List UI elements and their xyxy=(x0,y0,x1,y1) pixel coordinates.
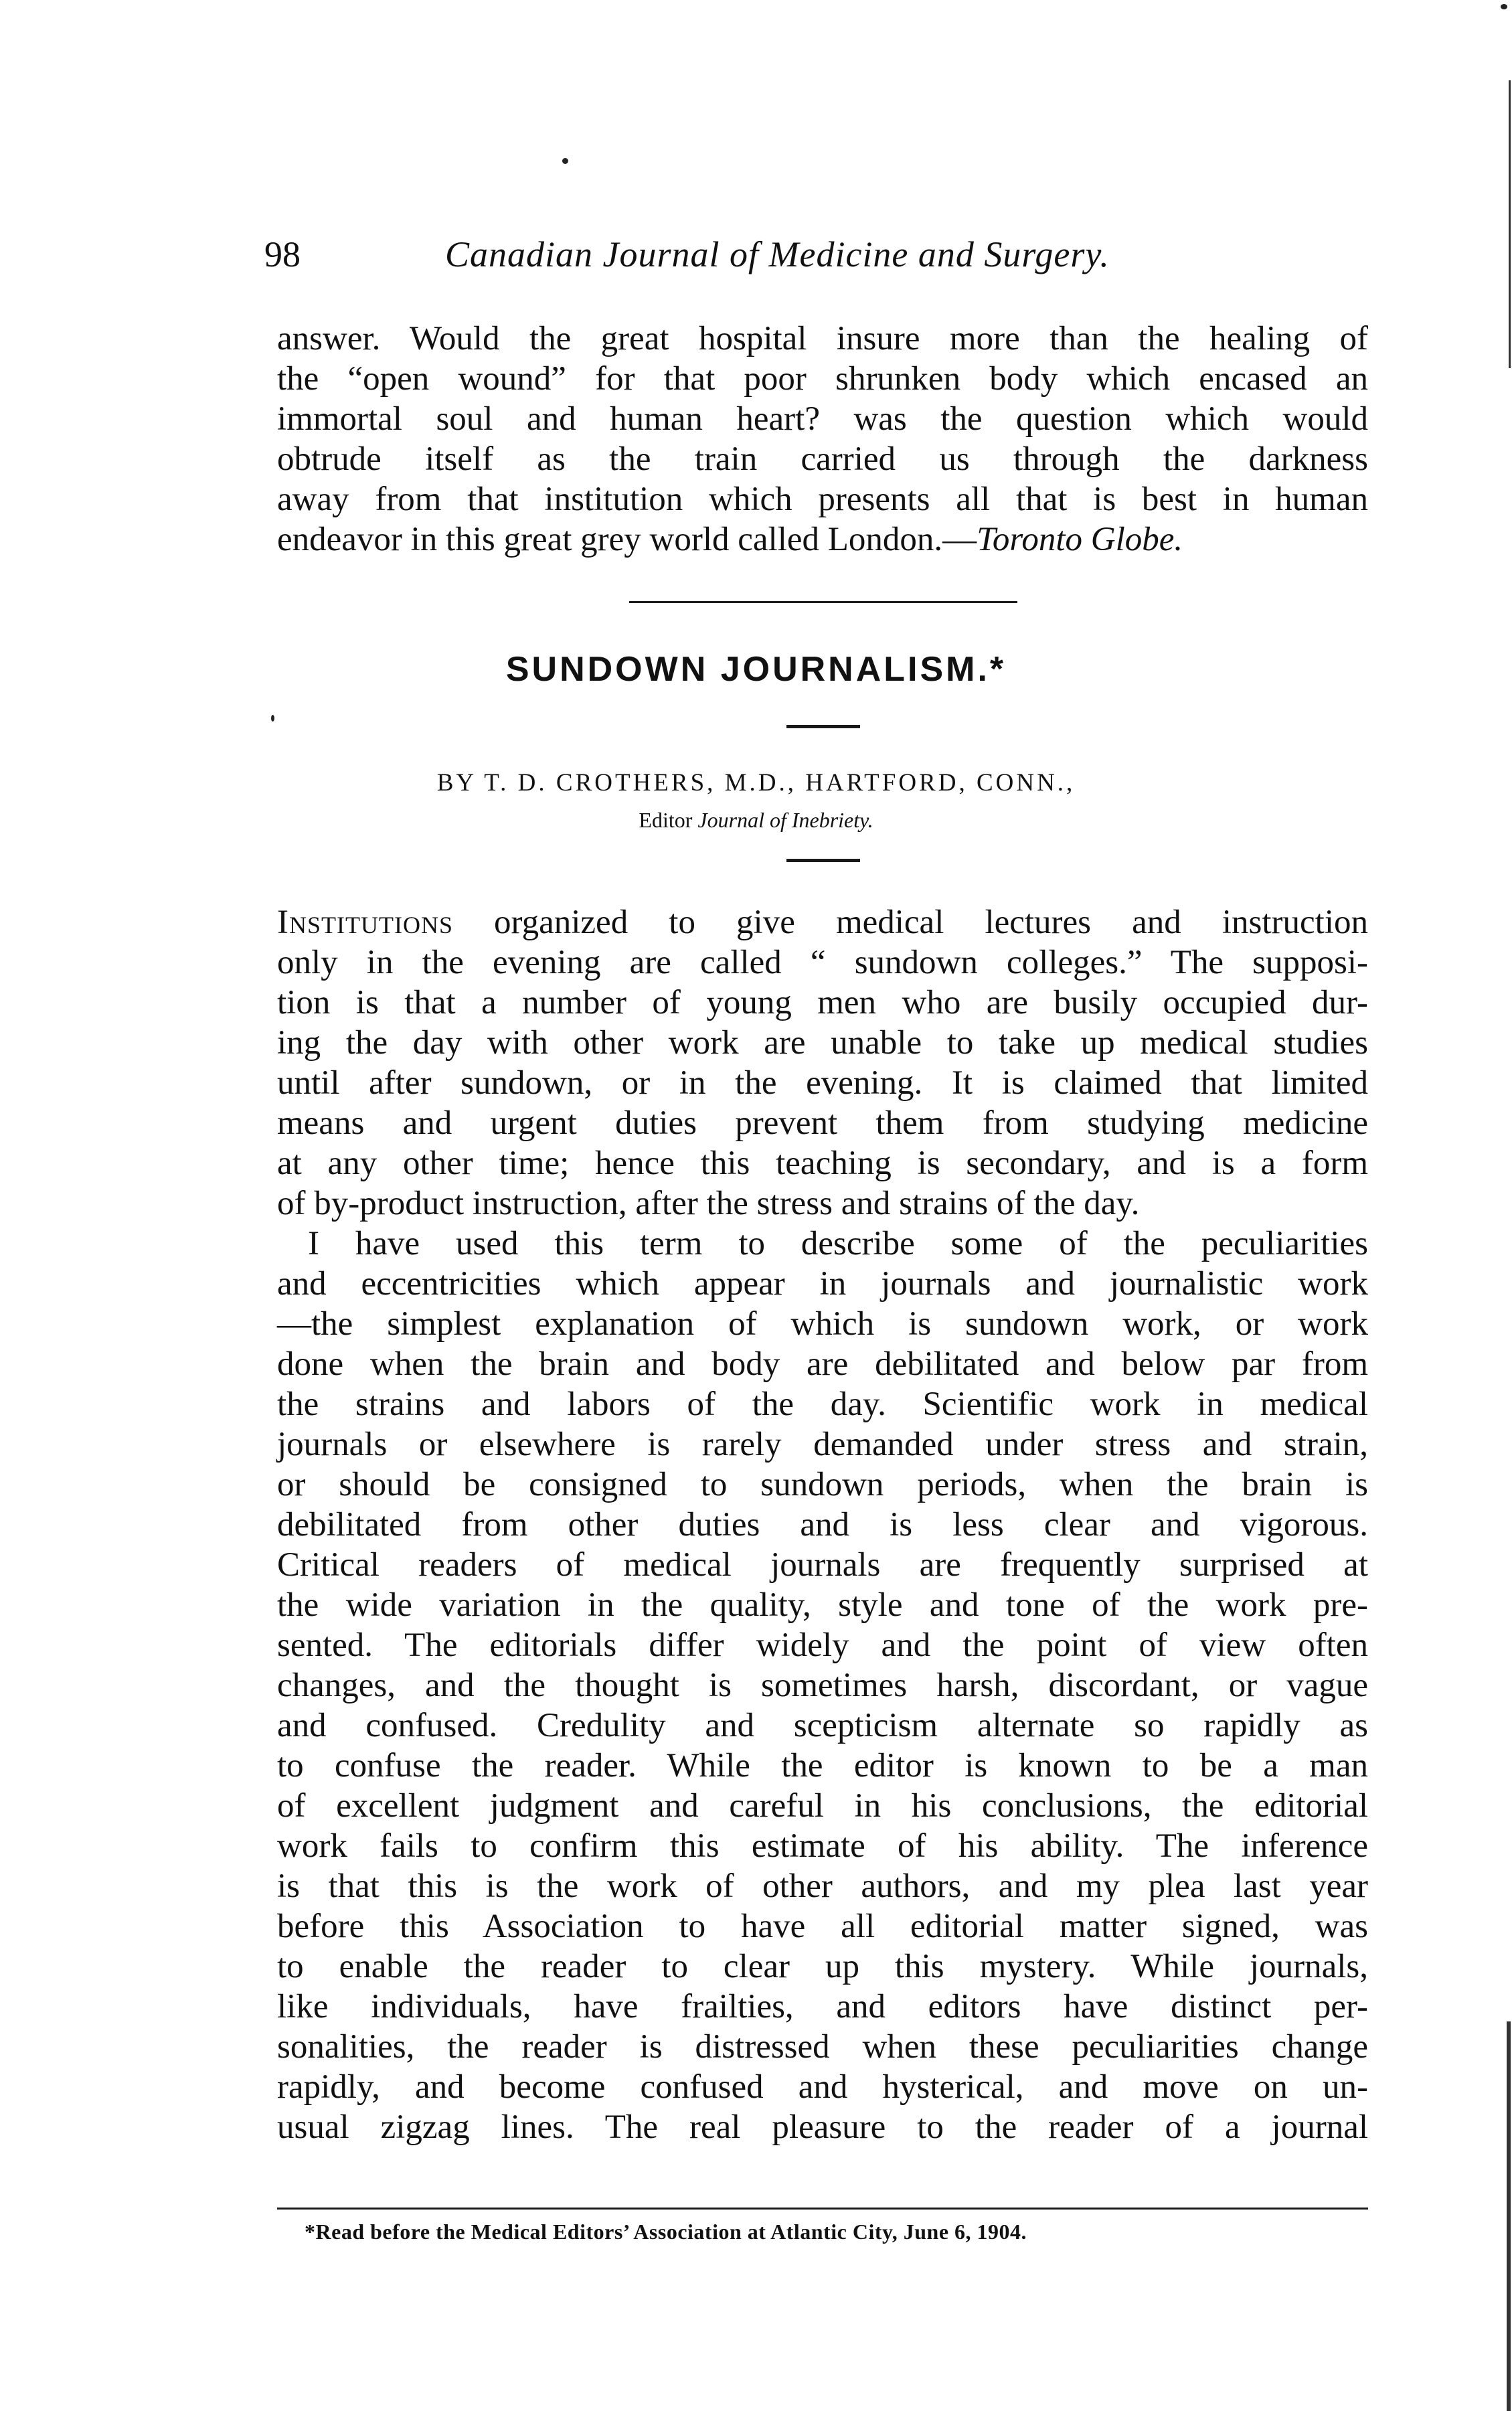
text-line: immortal soul and human heart? was the question which would xyxy=(277,400,1368,438)
text-line xyxy=(277,902,1368,942)
section-divider xyxy=(629,601,1017,603)
editor-prefix: Editor xyxy=(639,808,698,832)
text-line: or should be consigned to sundown periods, when the brain is xyxy=(277,1466,1368,1503)
author-byline: BY T. D. CROTHERS, M.D., HARTFORD, CONN., xyxy=(436,769,1076,797)
text-line: and eccentricities which appear in journals and journalistic work xyxy=(277,1265,1368,1303)
editor-journal: Journal of Inebriety. xyxy=(697,808,873,832)
text-line xyxy=(277,519,1368,560)
source-credit: Toronto Globe. xyxy=(977,521,1183,558)
text-line: to enable the reader to clear up this mystery. While journals, xyxy=(277,1948,1368,1985)
text-line: is that this is the work of other authors, and my plea last year xyxy=(277,1867,1368,1905)
text-line: rapidly, and become confused and hysterical, and move on un- xyxy=(277,2068,1368,2106)
text-line: the wide variation in the quality, style and tone of the work pre- xyxy=(277,1586,1368,1624)
text-line: the strains and labors of the day. Scientific work in medical xyxy=(277,1386,1368,1423)
text-line: answer. Would the great hospital insure more than the healing of xyxy=(277,320,1368,357)
text-line: the “open wound” for that poor shrunken body which encased an xyxy=(277,360,1368,398)
text-line: sonalities, the reader is distressed when these peculiarities change xyxy=(277,2028,1368,2066)
text-line: of by-product instruction, after the stress and strains of the day. xyxy=(277,1185,1140,1222)
text-line: to confuse the reader. While the editor is known to be a man xyxy=(277,1747,1368,1784)
text-line: journals or elsewhere is rarely demanded under stress and strain, xyxy=(277,1426,1368,1463)
text-line-body: organized to give medical lectures and instruction xyxy=(452,904,1368,941)
author-affiliation xyxy=(0,808,1512,833)
scan-edge-line xyxy=(1507,2021,1511,2411)
text-line: I have used this term to describe some of the peculiarities xyxy=(308,1225,1368,1262)
text-line: of excellent judgment and careful in his conclusions, the editorial xyxy=(277,1787,1368,1825)
footnote: *Read before the Medical Editors’ Association at Atlantic City, June 6, 1904. xyxy=(305,2220,1027,2244)
text-line: debilitated from other duties and is less clear and vigorous. xyxy=(277,1506,1368,1544)
text-line: changes, and the thought is sometimes harsh, discordant, or vague xyxy=(277,1667,1368,1704)
text-line: before this Association to have all editorial matter signed, was xyxy=(277,1908,1368,1945)
scan-speck xyxy=(271,715,274,722)
title-rule xyxy=(786,725,860,728)
text-line: means and urgent duties prevent them from studying medicine xyxy=(277,1104,1368,1142)
text-line: Critical readers of medical journals are frequently surprised at xyxy=(277,1546,1368,1584)
text-line: at any other time; hence this teaching is secondary, and is a form xyxy=(277,1145,1368,1182)
text-line: sented. The editorials differ widely and the point of view often xyxy=(277,1627,1368,1664)
text-line-body: endeavor in this great grey world called London.— xyxy=(277,521,977,558)
text-line: ing the day with other work are unable to take up medical studies xyxy=(277,1024,1368,1062)
text-line: tion is that a number of young men who are busily occupied dur- xyxy=(277,984,1368,1021)
text-line: away from that institution which presents all that is best in human xyxy=(277,481,1368,518)
text-line: and confused. Credulity and scepticism alternate so rapidly as xyxy=(277,1707,1368,1744)
article-title: SUNDOWN JOURNALISM.* xyxy=(505,650,1007,689)
text-line: like individuals, have frailties, and editors have distinct per- xyxy=(277,1988,1368,2025)
page-number: 98 xyxy=(264,234,301,274)
text-line: work fails to confirm this estimate of his ability. The inference xyxy=(277,1827,1368,1865)
scan-speck xyxy=(562,158,568,164)
text-line: only in the evening are called “ sundown colleges.” The supposi- xyxy=(277,944,1368,981)
journal-title: Canadian Journal of Medicine and Surgery. xyxy=(445,234,1110,274)
footnote-rule xyxy=(277,2208,1368,2210)
text-line: —the simplest explanation of which is sundown work, or work xyxy=(277,1305,1368,1343)
scan-speck xyxy=(1501,4,1507,9)
scan-edge-line xyxy=(1509,80,1511,368)
text-line: obtrude itself as the train carried us through the darkness xyxy=(277,440,1368,478)
byline-rule xyxy=(786,859,860,862)
text-line: done when the brain and body are debilitated and below par from xyxy=(277,1345,1368,1383)
text-line: until after sundown, or in the evening. It is claimed that limited xyxy=(277,1064,1368,1102)
text-line: usual zigzag lines. The real pleasure to the reader of a journal xyxy=(277,2108,1368,2146)
opening-word: Institutions xyxy=(277,904,453,941)
